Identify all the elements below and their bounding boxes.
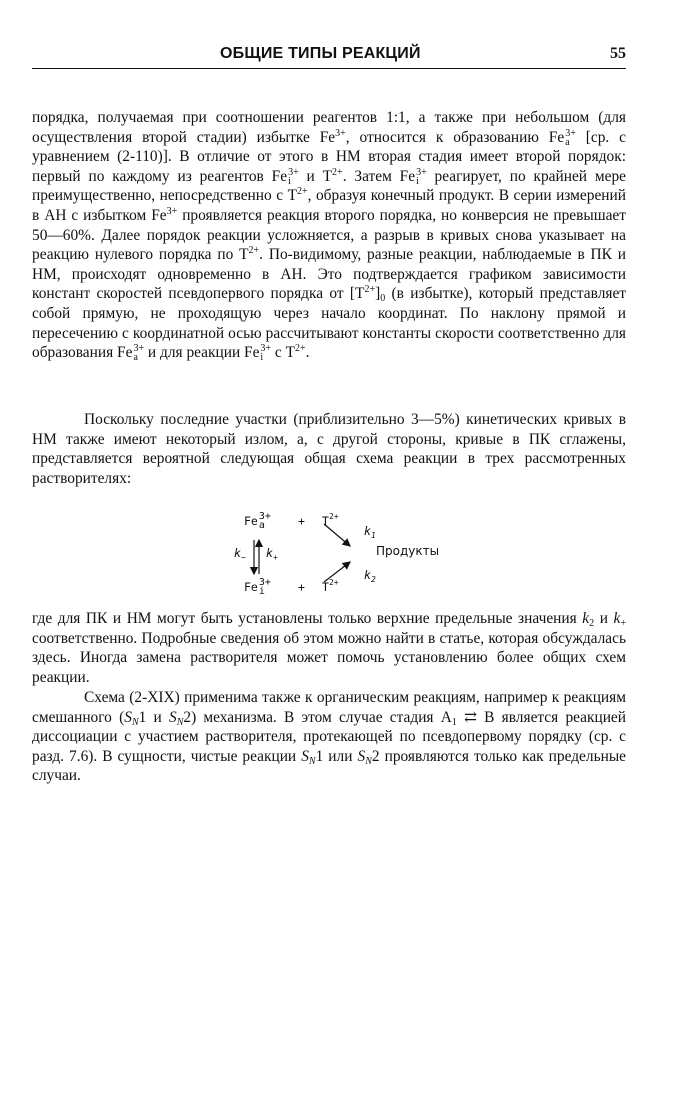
paragraph-1: порядка, получаемая при соотношении реагентов 1:1, а также при небольшом (для осуществления второй стадии) избытке $Fe^{3+}$, относится к образованию Fe 3+ a [ср. с уравнением (2-110)]. В отличие от этого в НМ вторая стадия имеет второй порядок: первый по каждому из реагентов Fe 3+ i и $T^{2+}$. Затем Fe 3+ i реагирует, по крайней мере преимущественно, непосредственно с $T^{2+}$, образуя конечный продукт. В серии измерений в АН с избытком $Fe^{3+}$ проявляется реакция второго порядка, но конверсия не превышает 50—60%. Далее порядок реакции усложняется, а разрыв в кривых снова указывает на реакцию нулевого порядка по $T^{2+}$. По-видимому, разные реакции, наблюдаемые в ПК и НМ, происходят одновременно в АН. Это подтверждается графиком зависимости констант скоростей псевдопервого порядка от $[T^{2+}]_0$ (в избытке), который представляет собой прямую, не проходящую через начало координат. По наклону прямой и пересечению с координатной осью рассчитывают константы скорости соответственно для образования Fe 3+ a и для реакции Fe 3+ i с $T^{2+}$.	[32, 109, 627, 364]
k1-label: $k_1$	[364, 524, 376, 540]
plus-top: +	[298, 514, 305, 528]
paragraph-2: Поскольку последние участки (приблизительно 3—5%) кинетических кривых в НМ также имеют некоторый излом, а, с другой стороны, кривые в ПК сглажены, представляется вероятной следующая общая схема реакции в трех рассмотренных растворителях:	[32, 411, 626, 487]
fe-a-label: Fe 3+ a	[244, 511, 271, 531]
k-minus-label: $k_-$	[234, 546, 246, 562]
t-top-label: $T^{2+}$	[322, 512, 339, 528]
reaction-scheme	[228, 506, 468, 602]
t-bottom-label: $T^{2+}$	[322, 578, 339, 594]
plus-bottom: +	[298, 580, 305, 594]
paragraph-3: где для ПК и НМ могут быть установлены только верхние предельные значения $k_2$ и $k_+$ соответственно. Подробные сведения об этом можно найти в статье, которая обсуждалась здесь. Иногда замена растворителя может помочь установлению более общих схем реакции.	[32, 610, 626, 686]
k2-label: $k_2$	[364, 568, 376, 584]
running-title: ОБЩИЕ ТИПЫ РЕАКЦИЙ	[220, 45, 421, 62]
running-header	[32, 44, 626, 69]
products-label: Продукты	[376, 544, 440, 558]
k-plus-label: $k_+$	[266, 546, 278, 562]
fe-i-label: Fe 3+ i	[244, 577, 271, 597]
page-number: 55	[610, 45, 626, 62]
paragraph-4: Схема (2-XIX) применима также к органическим реакциям, например к реакциям смешанного ($S_N1$ и $S_N2$) механизма. В этом случае стадия $A_1$ ⇄ B является реакцией диссоциации с участием растворителя, протекающей по псевдопервому порядку (ср. с разд. 7.6). В сущности, чистые реакции $S_N1$ или $S_N2$ проявляются только как предельные случаи.	[32, 689, 627, 785]
